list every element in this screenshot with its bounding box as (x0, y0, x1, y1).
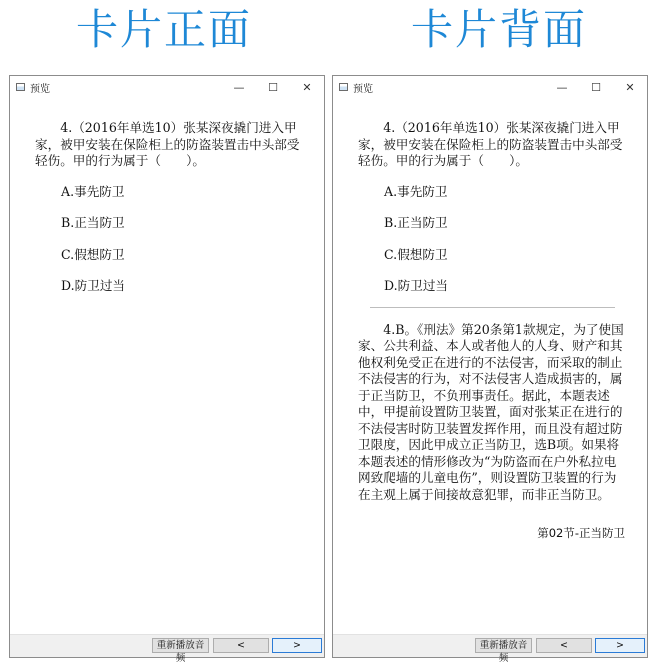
app-icon (16, 83, 25, 91)
option-a: A.事先防卫 (384, 183, 448, 199)
next-button[interactable]: > (272, 638, 322, 653)
explanation-text: 4.B。《刑法》第20条第1款规定，为了使国家、公共利益、本人或者他人的人身、财产和其他权利免受正在进行的不法侵害，而采取的制止不法侵害的行为，对不法侵害人造成损害的，属于正当防卫，不负刑事责任。据此，本题表述中，甲提前设置防卫装置，面对张某正在进行的不法侵害时防卫装置发挥作用，而且没有超过防卫限度，因此甲成立正当防卫，选B项。如果将本题表述的情形修改为“为防盗而在户外私拉电网致爬墙的儿童电伤”，则设置防卫装置的行为在主观上属于间接故意犯罪，而非正当防卫。 (358, 321, 624, 502)
question-text: 4.（2016年单选10）张某深夜撬门进入甲家，被甲安装在保险柜上的防盗装置击中头部受轻伤。甲的行为属于（ ）。 (358, 120, 623, 168)
option-a: A.事先防卫 (61, 183, 125, 199)
maximize-icon[interactable]: ☐ (591, 80, 601, 94)
option-d: D.防卫过当 (61, 278, 126, 293)
title-bar (333, 76, 647, 98)
options-list (358, 184, 625, 310)
maximize-icon[interactable]: ☐ (268, 80, 278, 94)
next-button[interactable]: > (595, 638, 645, 653)
card-content (333, 98, 647, 542)
options-list (35, 184, 302, 310)
window-title: 预览 (353, 83, 373, 95)
minimize-icon[interactable]: — (233, 80, 245, 94)
app-icon (339, 83, 348, 91)
front-heading: 卡片正面 (76, 5, 253, 54)
option-d: D.防卫过当 (384, 278, 449, 293)
preview-window-back (332, 75, 648, 664)
option-c: C.假想防卫 (61, 246, 125, 262)
minimize-icon[interactable]: — (556, 80, 568, 94)
option-b: B.正当防卫 (61, 215, 125, 230)
prev-button[interactable]: < (213, 638, 269, 653)
preview-window-front (9, 75, 325, 664)
option-b: B.正当防卫 (384, 215, 448, 230)
window-title: 预览 (30, 83, 50, 95)
option-c: C.假想防卫 (384, 246, 448, 262)
prev-button[interactable]: < (536, 638, 592, 653)
close-icon[interactable]: ✕ (302, 80, 312, 94)
chapter-label: 第02节-正当防卫 (537, 526, 625, 540)
footer-bar (10, 634, 324, 664)
card-content (10, 98, 324, 310)
question-text: 4.（2016年单选10）张某深夜撬门进入甲家，被甲安装在保险柜上的防盗装置击中头部受轻伤。甲的行为属于（ ）。 (35, 120, 300, 168)
replay-audio-button[interactable]: 重新播放音频 (475, 638, 532, 653)
answer-divider (370, 307, 615, 308)
title-bar (10, 76, 324, 98)
close-icon[interactable]: ✕ (625, 80, 635, 94)
replay-audio-button[interactable]: 重新播放音频 (152, 638, 209, 653)
footer-bar (333, 634, 647, 664)
back-heading: 卡片背面 (411, 5, 588, 54)
